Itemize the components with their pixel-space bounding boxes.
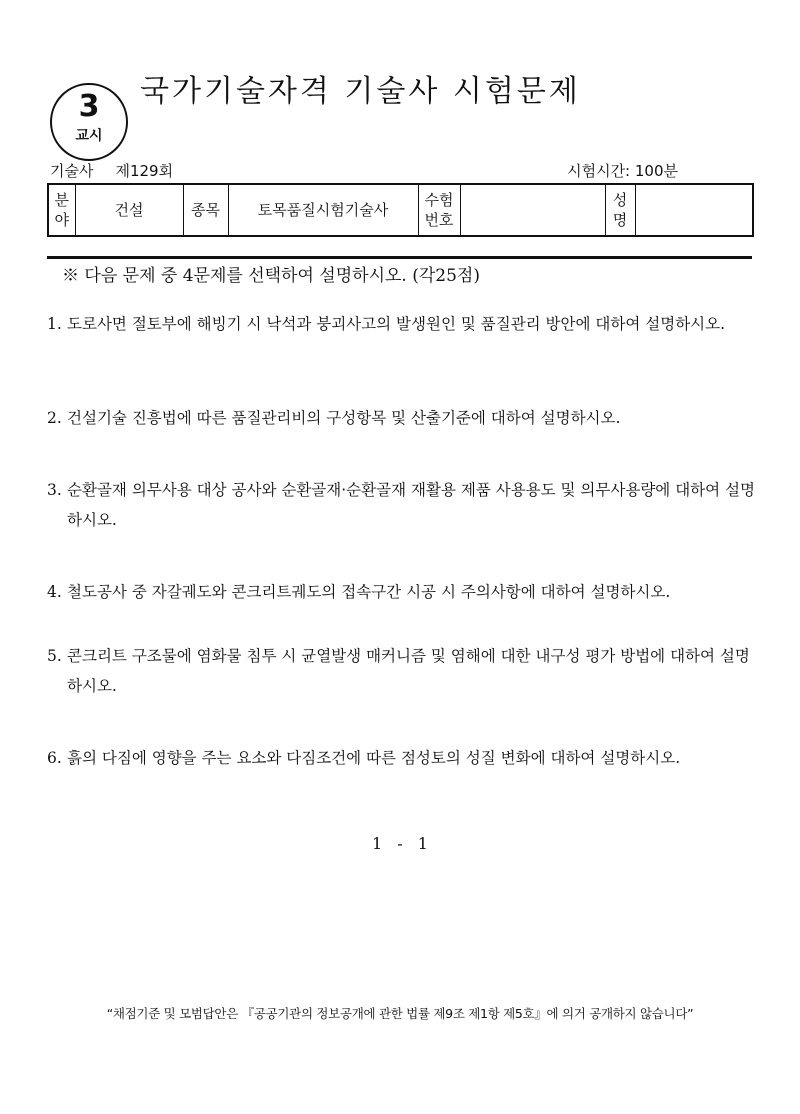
field-value: 건설 [75,184,183,236]
question-number: 2. [47,409,62,427]
question-text: 콘크리트 구조물에 염화물 침투 시 균열발생 매커니즘 및 염해에 대한 내구성 평가 방법에 대하여 설명하시오. [67,647,750,695]
field-label: 분 야 [48,184,75,236]
question-item [47,577,759,641]
question-text: 철도공사 중 자갈궤도와 콘크리트궤도의 접속구간 시공 시 주의사항에 대하여 설명하시오. [67,583,671,601]
exam-number-field[interactable] [460,184,605,236]
period-number: 3 [78,89,100,124]
period-badge [50,83,128,161]
question-item [47,641,759,743]
instruction: ※ 다음 문제 중 4문제를 선택하여 설명하시오. (각25점) [62,266,480,286]
exam-time: 시험시간: 100분 [567,162,678,180]
category-label: 종목 [183,184,228,236]
question-text: 도로사면 절토부에 해빙기 시 낙석과 붕괴사고의 발생원인 및 품질관리 방안에 대하여 설명하시오. [67,315,726,333]
exam-type: 기술사 [50,162,94,180]
question-number: 6. [47,749,62,767]
page-number: 1 - 1 [372,834,428,853]
exam-number-label: 수험 번호 [418,184,460,236]
exam-round: 제129회 [115,162,174,180]
divider [47,256,752,259]
exam-round-line [50,161,173,181]
question-number: 1. [47,315,62,333]
name-label: 성 명 [605,184,635,236]
page-title: 국가기술자격 기술사 시험문제 [140,74,581,109]
question-item [47,403,759,475]
question-item [47,475,759,577]
footer-note: “채점기준 및 모범답안은 『공공기관의 정보공개에 관한 법률 제9조 제1항 제5호』에 의거 공개하지 않습니다” [106,1006,694,1021]
question-item [47,743,759,803]
category-value: 토목품질시험기술사 [228,184,418,236]
question-text: 건설기술 진흥법에 따른 품질관리비의 구성항목 및 산출기준에 대하여 설명하시오. [67,409,621,427]
question-number: 5. [47,647,62,665]
question-text: 순환골재 의무사용 대상 공사와 순환골재·순환골재 재활용 제품 사용용도 및 의무사용량에 대하여 설명하시오. [67,481,755,529]
question-list [47,309,759,803]
question-item [47,309,759,403]
question-number: 3. [47,481,62,499]
question-number: 4. [47,583,62,601]
exam-info-table [47,183,754,237]
name-field[interactable] [635,184,753,236]
question-text: 흙의 다짐에 영향을 주는 요소와 다짐조건에 따른 점성토의 성질 변화에 대하여 설명하시오. [67,749,681,767]
period-label: 교시 [75,128,103,144]
